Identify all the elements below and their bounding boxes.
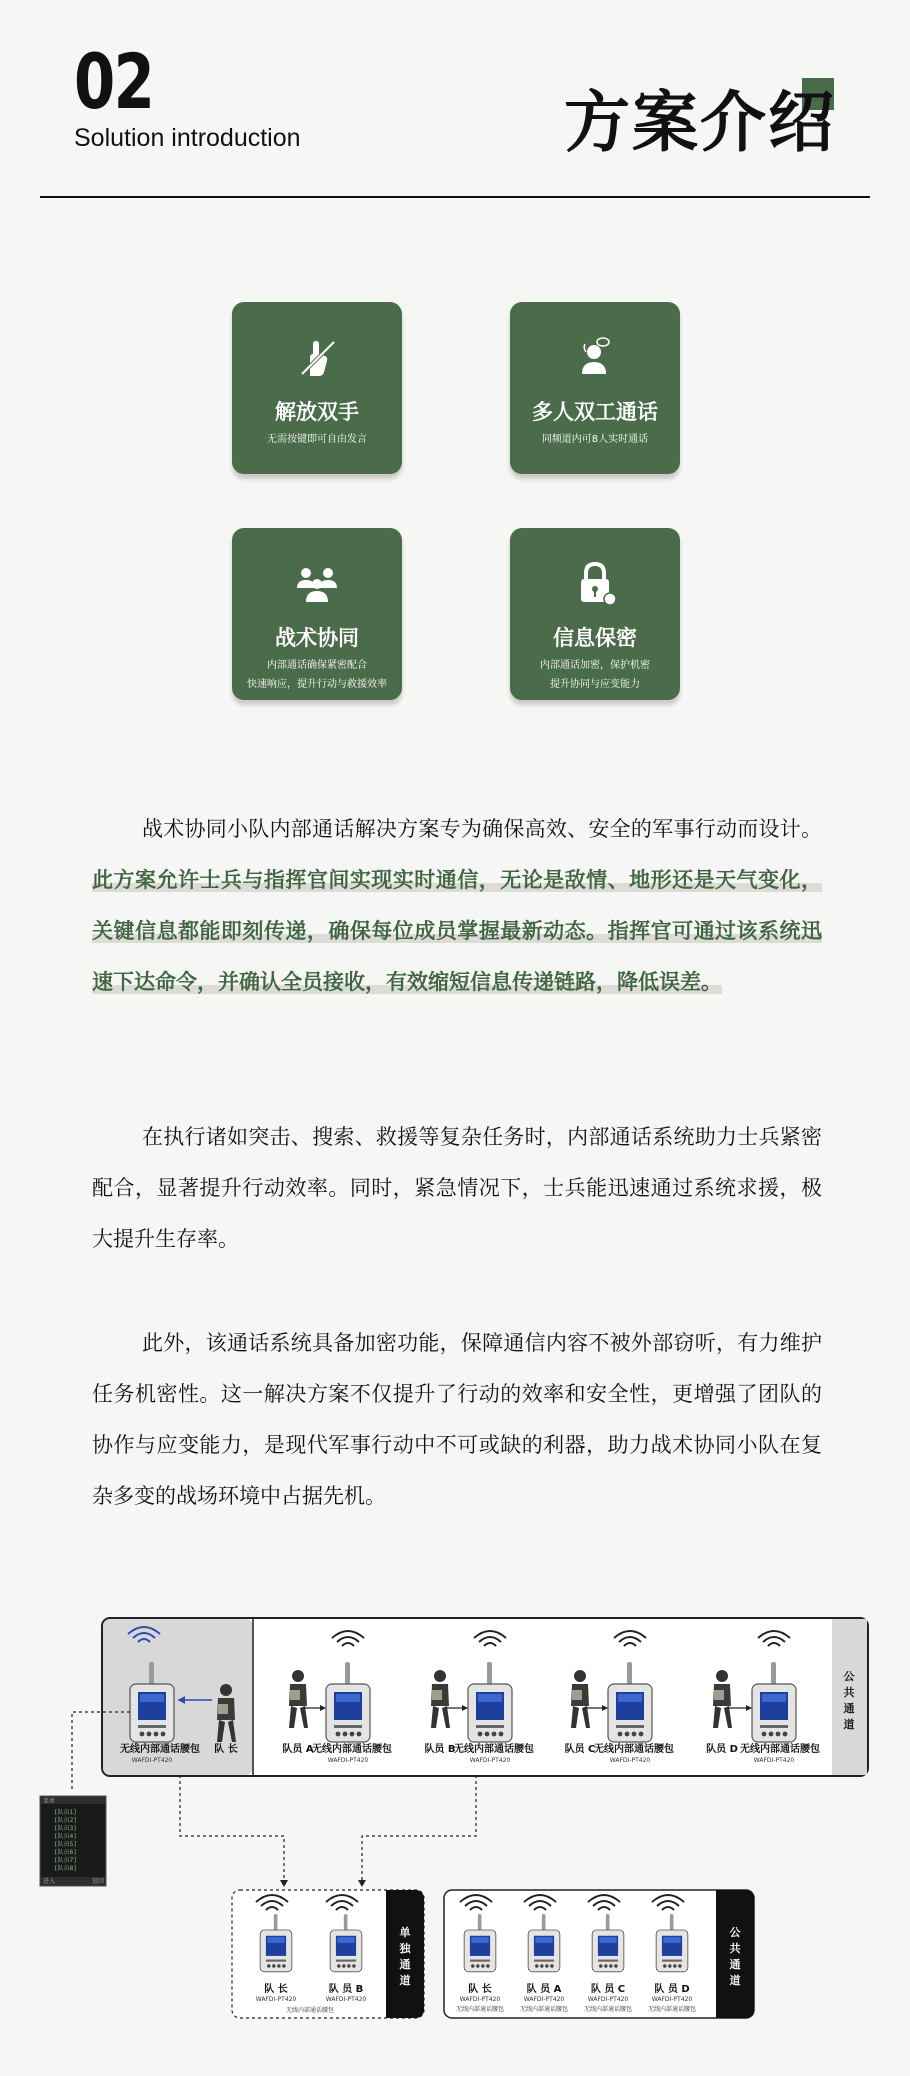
device-name: 无线内部通话腰包 xyxy=(285,2007,335,2014)
paragraph-1-plain: 战术协同小队内部通话解决方案专为确保高效、安全的军事行动而设计。 xyxy=(142,817,822,841)
single-channel-connector xyxy=(180,1775,284,1884)
feature-desc-line1: 内部通话加密，保护机密 xyxy=(540,660,650,671)
device-name: 无线内部通话腰包 xyxy=(647,2006,697,2013)
group-member-label: 队 员 A xyxy=(526,1984,562,1995)
feature-title: 战术协同 xyxy=(275,626,359,650)
feature-desc-line1: 内部通话确保紧密配合 xyxy=(267,660,367,671)
header-divider xyxy=(40,196,870,198)
leader-label: 队 长 xyxy=(214,1744,238,1755)
feature-card-secure xyxy=(510,528,680,700)
public-channel-group xyxy=(444,1890,754,2018)
public-channel-label-1: 公 xyxy=(843,1670,855,1683)
paragraph-2: 在执行诸如突击、搜索、救援等复杂任务时，内部通话系统助力士兵紧密配合，显著提升行动效率。同时，紧急情况下，士兵能迅速通过系统求援，极大提升生存率。 xyxy=(92,1125,822,1251)
device-model: WAFDI-PT420 xyxy=(459,1996,501,2003)
feature-desc-line2: 快速响应，提升行动与救援效率 xyxy=(247,679,387,690)
single-channel-label-1: 单 xyxy=(399,1926,411,1939)
group-member-label: 队 员 D xyxy=(654,1984,690,1995)
public-channel-label-2: 共 xyxy=(843,1686,855,1699)
paragraph-1-highlight: 此方案允许士兵与指挥官间实现实时通信，无论是敌情、地形还是天气变化，关键信息都能即刻传递，确保每位成员掌握最新动态。指挥官可通过该系统迅速下达命令，并确认全员接收，有效缩短信息传递链路，降低误差。 xyxy=(92,868,822,994)
member-label: 队员 A xyxy=(282,1744,314,1755)
device-model: WAFDI-PT420 xyxy=(325,1996,367,2003)
feature-desc xyxy=(232,656,402,694)
section-number: 02 xyxy=(74,37,154,126)
communication-diagram xyxy=(0,1600,910,2076)
menu-item: [队员4] xyxy=(54,1833,77,1840)
menu-item: [队员2] xyxy=(54,1817,77,1824)
public-group-label-2: 共 xyxy=(729,1942,741,1955)
single-channel-label-3: 通 xyxy=(399,1958,411,1971)
feature-desc-line2: 提升协同与应变能力 xyxy=(550,679,640,690)
feature-desc xyxy=(510,656,680,694)
group-member-label: 队 长 xyxy=(264,1984,288,1995)
menu-item: [队员6] xyxy=(54,1849,77,1856)
member-connector xyxy=(362,1775,476,1884)
feature-title: 信息保密 xyxy=(553,626,637,650)
device-name: 无线内部通话腰包 xyxy=(455,2006,505,2013)
device-name: 无线内部通话腰包 xyxy=(454,1744,534,1755)
feature-title: 解放双手 xyxy=(275,400,359,424)
menu-back: 返回 xyxy=(92,1878,105,1885)
feature-desc: 无需按键即可自由发言 xyxy=(267,434,367,445)
member-label: 队员 B xyxy=(424,1744,456,1755)
section-subtitle: Solution introduction xyxy=(74,124,301,152)
device-model: WAFDI-PT420 xyxy=(609,1757,651,1764)
menu-item: [队员1] xyxy=(54,1809,77,1816)
team-icon xyxy=(292,558,342,608)
section-title: 方案介绍 xyxy=(564,84,836,161)
device-model: WAFDI-PT420 xyxy=(327,1757,369,1764)
device-model: WAFDI-PT420 xyxy=(753,1757,795,1764)
menu-title: 菜单 xyxy=(43,1798,56,1805)
public-group-label-1: 公 xyxy=(729,1926,741,1939)
single-channel-group xyxy=(232,1890,424,2018)
device-name: 无线内部通话腰包 xyxy=(312,1744,392,1755)
leader-device-model: WAFDI-PT420 xyxy=(131,1757,173,1764)
hand-free-icon xyxy=(292,332,342,382)
device-name: 无线内部通话腰包 xyxy=(519,2006,569,2013)
single-channel-label-4: 道 xyxy=(399,1974,411,1987)
member-label: 队员 C xyxy=(564,1744,596,1755)
member-label: 队员 D xyxy=(706,1744,738,1755)
device-name: 无线内部通话腰包 xyxy=(594,1744,674,1755)
device-name: 无线内部通话腰包 xyxy=(740,1744,820,1755)
device-name: 无线内部通话腰包 xyxy=(583,2006,633,2013)
public-channel-label-4: 道 xyxy=(843,1718,855,1731)
public-group-label-4: 道 xyxy=(729,1974,741,1987)
device-model: WAFDI-PT420 xyxy=(651,1996,693,2003)
person-talk-icon xyxy=(570,332,620,382)
menu-item: [队员5] xyxy=(54,1841,77,1848)
menu-item: [队员3] xyxy=(54,1825,77,1832)
device-model: WAFDI-PT420 xyxy=(255,1996,297,2003)
paragraph-1 xyxy=(92,804,822,1008)
lock-icon xyxy=(570,558,620,608)
menu-item: [队员8] xyxy=(54,1865,77,1872)
paragraph-3: 此外，该通话系统具备加密功能，保障通信内容不被外部窃听，有力维护任务机密性。这一解决方案不仅提升了行动的效率和安全性，更增强了团队的协作与应变能力，是现代军事行动中不可或缺的利器，助力战术协同小队在复杂多变的战场环境中占据先机。 xyxy=(92,1331,822,1508)
group-member-label: 队 员 C xyxy=(590,1984,626,1995)
feature-card-tactical xyxy=(232,528,402,700)
menu-enter: 进入 xyxy=(43,1878,56,1885)
single-channel-label-2: 独 xyxy=(399,1942,411,1955)
group-member-label: 队 长 xyxy=(468,1984,492,1995)
feature-desc: 同频道内可8人实时通话 xyxy=(541,434,649,445)
public-channel-label-3: 通 xyxy=(843,1702,855,1715)
menu-screen xyxy=(40,1796,106,1886)
leader-device-name: 无线内部通话腰包 xyxy=(120,1744,200,1755)
feature-card-duplex xyxy=(510,302,680,474)
device-model: WAFDI-PT420 xyxy=(587,1996,629,2003)
group-member-label: 队 员 B xyxy=(328,1984,364,1995)
feature-card-hands-free xyxy=(232,302,402,474)
feature-title: 多人双工通话 xyxy=(532,400,658,424)
menu-item: [队员7] xyxy=(54,1857,77,1864)
device-model: WAFDI-PT420 xyxy=(469,1757,511,1764)
device-model: WAFDI-PT420 xyxy=(523,1996,565,2003)
public-group-label-3: 通 xyxy=(729,1958,741,1971)
